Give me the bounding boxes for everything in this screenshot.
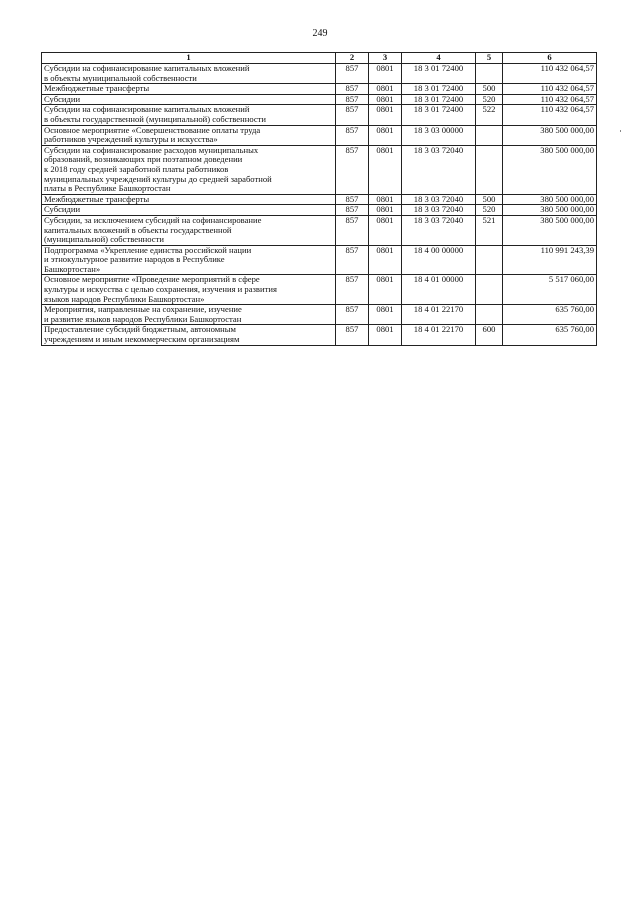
target-article-cell: 18 4 00 00000: [402, 245, 476, 275]
amount-cell: 635 760,00: [503, 325, 597, 345]
expense-type-cell: [476, 125, 503, 145]
budget-table: [41, 52, 597, 346]
target-article-cell: 18 3 03 00000: [402, 125, 476, 145]
expense-type-cell: 520: [476, 205, 503, 216]
row-name-cell: [42, 325, 336, 345]
page-number: 249: [312, 28, 328, 39]
target-article-cell: 18 3 01 72400: [402, 64, 476, 84]
section-code-cell: 0801: [369, 125, 402, 145]
target-article-cell: 18 4 01 22170: [402, 305, 476, 325]
target-article-cell: 18 3 01 72400: [402, 105, 476, 125]
row-name-line: Межбюджетные трансферты: [44, 194, 150, 204]
row-name-line: и развитие языков народов Республики Башкортостан: [44, 313, 242, 324]
target-article-cell: 18 4 01 22170: [402, 325, 476, 345]
section-code-cell: 0801: [369, 84, 402, 95]
header-col-4: 4: [402, 53, 476, 64]
target-article-cell: 18 3 03 72040: [402, 194, 476, 205]
row-name-line: в объекты государственной (муниципальной) собственности: [44, 113, 267, 124]
target-article-cell: 18 3 01 72400: [402, 94, 476, 105]
section-code-cell: 0801: [369, 105, 402, 125]
amount-cell: 110 432 064,57: [503, 105, 597, 125]
row-name-line: и этнокультурное развитие народов в Республике: [44, 254, 225, 265]
expense-type-cell: 522: [476, 105, 503, 125]
target-article-cell: 18 3 03 72040: [402, 205, 476, 216]
expense-type-cell: 520: [476, 94, 503, 105]
row-name-line: Предоставление субсидий бюджетным, автономным: [44, 324, 236, 335]
table-row: [42, 125, 597, 145]
target-article-cell: 18 4 01 00000: [402, 275, 476, 305]
admin-code-cell: 857: [336, 84, 369, 95]
section-code-cell: 0801: [369, 275, 402, 305]
row-name-cell: [42, 64, 336, 84]
row-name-cell: [42, 275, 336, 305]
row-name-cell: [42, 125, 336, 145]
admin-code-cell: 857: [336, 305, 369, 325]
admin-code-cell: 857: [336, 194, 369, 205]
amount-cell: 110 432 064,57: [503, 94, 597, 105]
expense-type-cell: 600: [476, 325, 503, 345]
table-row: [42, 275, 597, 305]
section-code-cell: 0801: [369, 325, 402, 345]
admin-code-cell: 857: [336, 125, 369, 145]
section-code-cell: 0801: [369, 305, 402, 325]
row-name-cell: [42, 94, 336, 105]
scan-speck: [620, 130, 621, 132]
expense-type-cell: 500: [476, 194, 503, 205]
row-name-line: Подпрограмма «Укрепление единства российской нации: [44, 245, 252, 255]
row-name-line: платы в Республике Башкортостан: [44, 183, 171, 194]
table-row: [42, 84, 597, 95]
row-name-line: в объекты муниципальной собственности: [44, 72, 197, 83]
expense-type-cell: [476, 275, 503, 305]
amount-cell: 380 500 000,00: [503, 205, 597, 216]
row-name-line: капитальных вложений в объекты государственной: [44, 224, 232, 235]
section-code-cell: 0801: [369, 64, 402, 84]
header-col-6: 6: [503, 53, 597, 64]
table-row: [42, 94, 597, 105]
row-name-line: Основное мероприятие «Совершенствование оплаты труда: [44, 125, 261, 135]
expense-type-cell: [476, 305, 503, 325]
row-name-cell: [42, 305, 336, 325]
admin-code-cell: 857: [336, 145, 369, 194]
table-row: [42, 215, 597, 245]
table-row: [42, 325, 597, 345]
amount-cell: 380 500 000,00: [503, 215, 597, 245]
table-row: [42, 245, 597, 275]
section-code-cell: 0801: [369, 94, 402, 105]
amount-cell: 5 517 060,00: [503, 275, 597, 305]
table-body: [42, 64, 597, 346]
table-row: [42, 64, 597, 84]
header-col-2: 2: [336, 53, 369, 64]
row-name-line: Субсидии: [44, 204, 81, 215]
row-name-line: учреждениям и иным некоммерческим организациям: [44, 334, 240, 345]
section-code-cell: 0801: [369, 245, 402, 275]
section-code-cell: 0801: [369, 145, 402, 194]
amount-cell: 380 500 000,00: [503, 125, 597, 145]
table-row: [42, 305, 597, 325]
table-row: [42, 145, 597, 194]
target-article-cell: 18 3 01 72400: [402, 84, 476, 95]
admin-code-cell: 857: [336, 325, 369, 345]
table-row: [42, 194, 597, 205]
row-name-line: Межбюджетные трансферты: [44, 83, 150, 94]
target-article-cell: 18 3 03 72040: [402, 215, 476, 245]
section-code-cell: 0801: [369, 205, 402, 216]
row-name-line: Мероприятия, направленные на сохранение, изучение: [44, 304, 242, 315]
row-name-cell: [42, 145, 336, 194]
amount-cell: 110 432 064,57: [503, 84, 597, 95]
amount-cell: 110 432 064,57: [503, 64, 597, 84]
header-col-5: 5: [476, 53, 503, 64]
row-name-line: Субсидии на софинансирование капитальных вложений: [44, 63, 250, 73]
amount-cell: 635 760,00: [503, 305, 597, 325]
row-name-cell: [42, 194, 336, 205]
target-article-cell: 18 3 03 72040: [402, 145, 476, 194]
row-name-line: Субсидии: [44, 94, 81, 104]
row-name-line: Башкортостан»: [44, 263, 101, 274]
row-name-line: языков народов Республики Башкортостан»: [44, 293, 205, 304]
amount-cell: 110 991 243,39: [503, 245, 597, 275]
table-row: [42, 205, 597, 216]
header-col-1: 1: [42, 53, 336, 64]
row-name-line: работников учреждений культуры и искусства»: [44, 134, 218, 145]
row-name-line: культуры и искусства с целью сохранения, изучения и развития: [44, 284, 277, 295]
row-name-line: образований, возникающих при поэтапном доведении: [44, 154, 243, 165]
expense-type-cell: [476, 245, 503, 275]
admin-code-cell: 857: [336, 215, 369, 245]
admin-code-cell: 857: [336, 94, 369, 105]
admin-code-cell: 857: [336, 205, 369, 216]
admin-code-cell: 857: [336, 275, 369, 305]
row-name-cell: [42, 105, 336, 125]
row-name-line: к 2018 году средней заработной платы работников: [44, 163, 229, 174]
amount-cell: 380 500 000,00: [503, 145, 597, 194]
row-name-line: муниципальных учреждений культуры до средней заработной: [44, 173, 272, 184]
admin-code-cell: 857: [336, 64, 369, 84]
admin-code-cell: 857: [336, 245, 369, 275]
expense-type-cell: 500: [476, 84, 503, 95]
amount-cell: 380 500 000,00: [503, 194, 597, 205]
expense-type-cell: 521: [476, 215, 503, 245]
table-row: [42, 105, 597, 125]
row-name-line: Субсидии на софинансирование капитальных вложений: [44, 104, 250, 115]
header-col-3: 3: [369, 53, 402, 64]
table-header-row: [42, 53, 597, 64]
admin-code-cell: 857: [336, 105, 369, 125]
section-code-cell: 0801: [369, 194, 402, 205]
expense-type-cell: [476, 145, 503, 194]
row-name-cell: [42, 205, 336, 216]
row-name-line: Субсидии, за исключением субсидий на софинансирование: [44, 215, 262, 225]
section-code-cell: 0801: [369, 215, 402, 245]
row-name-line: (муниципальной) собственности: [44, 234, 164, 245]
expense-type-cell: [476, 64, 503, 84]
row-name-line: Субсидии на софинансирование расходов муниципальных: [44, 145, 259, 155]
row-name-cell: [42, 245, 336, 275]
row-name-cell: [42, 215, 336, 245]
row-name-line: Основное мероприятие «Проведение мероприятий в сфере: [44, 274, 260, 285]
row-name-cell: [42, 84, 336, 95]
